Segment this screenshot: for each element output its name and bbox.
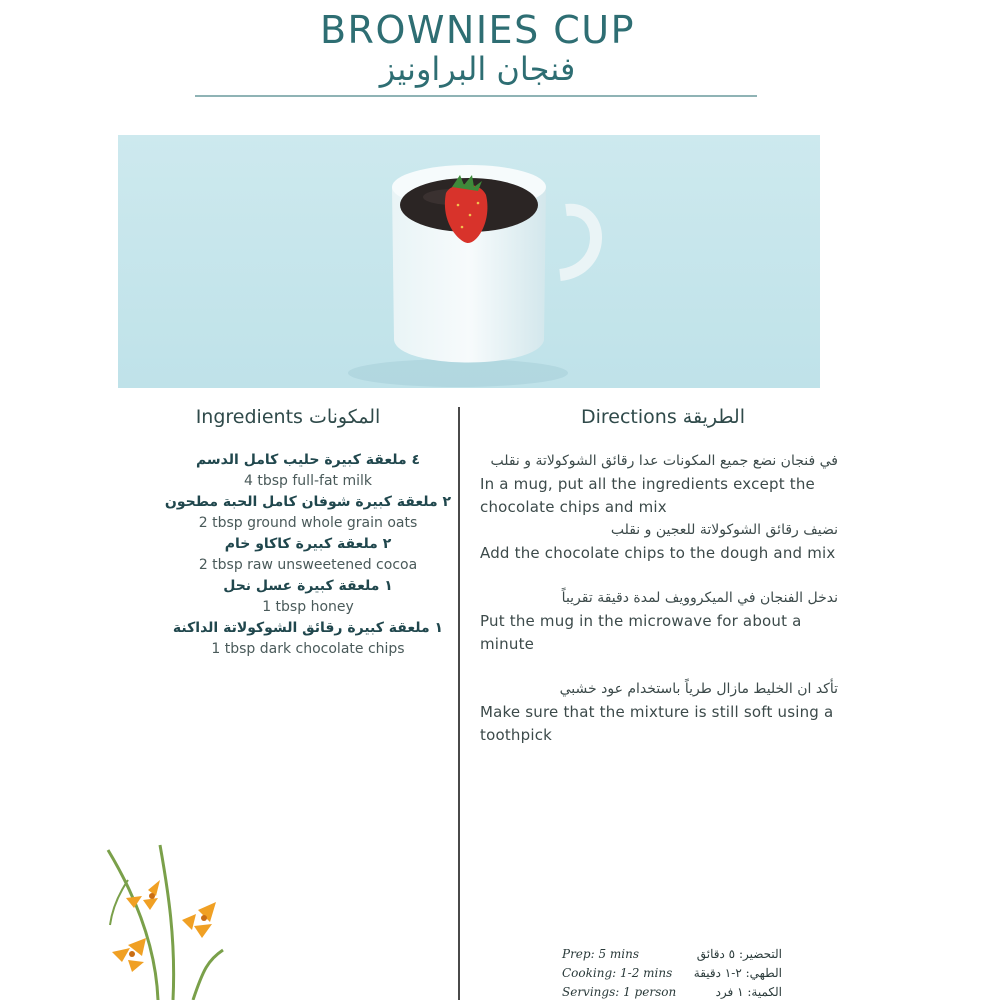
direction-en: In a mug, put all the ingredients except the chocolate chips and mix <box>480 475 815 516</box>
recipe-title-en: BROWNIES CUP <box>319 8 636 52</box>
ingredient-item <box>118 492 498 534</box>
ingredient-en: 4 tbsp full-fat milk <box>244 473 372 489</box>
cooking-time-en: Cooking: 1-2 mins <box>562 966 673 980</box>
directions-list <box>480 450 838 747</box>
lily-flower-icon <box>98 840 238 1000</box>
footer-row <box>562 964 782 983</box>
directions-heading: Directions الطريقة <box>580 406 745 428</box>
direction-step <box>480 587 838 656</box>
direction-step <box>480 519 838 565</box>
direction-step <box>480 678 838 747</box>
servings-en: Servings: 1 person <box>562 985 677 999</box>
ingredients-list <box>118 450 498 660</box>
footer-row <box>562 983 782 1002</box>
footer-row <box>562 945 782 964</box>
recipe-info-footer <box>562 945 782 1002</box>
ingredient-item <box>118 450 498 492</box>
ingredient-ar: ٢ ملعقة كبيرة شوفان كامل الحبة مطحون <box>164 494 452 510</box>
servings-ar: الكمية: ١ فرد <box>715 985 782 999</box>
mug-icon <box>392 165 596 363</box>
ingredient-ar: ١ ملعقة كبيرة رقائق الشوكولاتة الداكنة <box>172 620 444 636</box>
ingredient-en: 2 tbsp raw unsweetened cocoa <box>198 557 418 573</box>
direction-ar: تأكد ان الخليط مازال طرياً باستخدام عود خشبي <box>559 681 838 697</box>
step-spacer <box>480 656 838 678</box>
prep-time-en: Prep: 5 mins <box>562 947 640 961</box>
ingredient-en: 1 tbsp dark chocolate chips <box>211 641 405 657</box>
ingredient-en: 1 tbsp honey <box>262 599 354 615</box>
direction-en: Put the mug in the microwave for about a minute <box>480 612 802 653</box>
ingredient-ar: ٤ ملعقة كبيرة حليب كامل الدسم <box>195 452 421 468</box>
title-divider <box>195 95 757 97</box>
direction-en: Make sure that the mixture is still soft using a toothpick <box>480 703 834 744</box>
cooking-time-ar: الطهي: ٢-١ دقيقة <box>693 966 782 980</box>
ingredient-item <box>118 618 498 660</box>
ingredients-heading: Ingredients المكونات <box>195 406 381 428</box>
direction-en: Add the chocolate chips to the dough and mix <box>480 544 836 562</box>
ingredient-item <box>118 576 498 618</box>
ingredient-item <box>118 534 498 576</box>
ingredient-ar: ٢ ملعقة كبيرة كاكاو خام <box>224 536 392 552</box>
mug-shadow <box>348 359 568 387</box>
direction-ar: ندخل الفنجان في الميكروويف لمدة دقيقة تقريباً <box>561 590 838 606</box>
ingredient-ar: ١ ملعقة كبيرة عسل نحل <box>223 578 393 594</box>
prep-time-ar: التحضير: ٥ دقائق <box>696 947 782 961</box>
direction-step <box>480 450 838 519</box>
direction-ar: نضيف رقائق الشوكولاتة للعجين و نقلب <box>610 522 838 538</box>
recipe-photo <box>118 135 820 388</box>
recipe-title-ar: فنجان البراونيز <box>379 50 576 88</box>
direction-ar: في فنجان نضع جميع المكونات عدا رقائق الشوكولاتة و نقلب <box>490 453 838 469</box>
step-spacer <box>480 565 838 587</box>
ingredient-en: 2 tbsp ground whole grain oats <box>198 515 418 531</box>
